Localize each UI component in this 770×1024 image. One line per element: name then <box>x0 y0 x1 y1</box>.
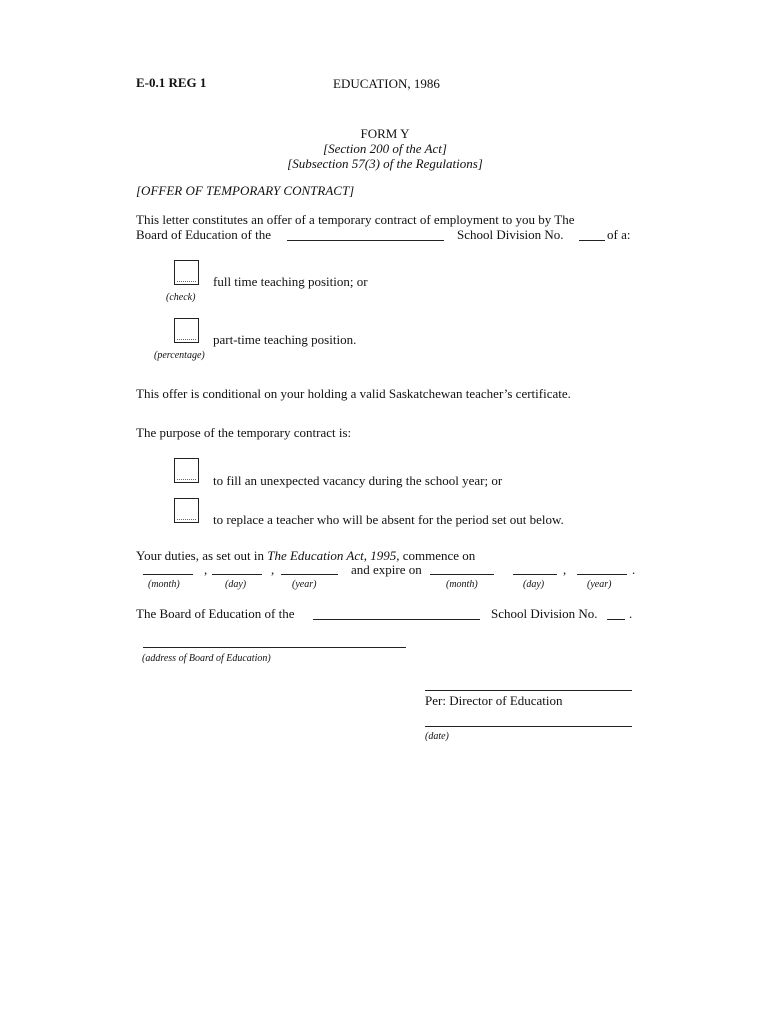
replace-teacher-checkbox[interactable] <box>174 498 199 523</box>
date-field[interactable] <box>425 726 632 727</box>
expire-month-field[interactable] <box>430 574 494 575</box>
check-note: (check) <box>166 292 196 303</box>
expire-day-field[interactable] <box>513 574 557 575</box>
expire-year-label: (year) <box>587 579 612 590</box>
period-2: . <box>629 606 633 621</box>
vacancy-label: to fill an unexpected vacancy during the school year; or <box>213 473 503 488</box>
duties-suffix: , commence on <box>396 548 476 563</box>
commence-day-label: (day) <box>225 579 247 590</box>
expire-year-field[interactable] <box>577 574 627 575</box>
board-line-name-field[interactable] <box>313 619 480 620</box>
condition-text: This offer is conditional on your holding a valid Saskatchewan teacher’s certificate. <box>136 386 571 401</box>
commence-year-field[interactable] <box>281 574 338 575</box>
director-label: Per: Director of Education <box>425 693 563 708</box>
full-time-checkbox[interactable] <box>174 260 199 285</box>
division-number-field[interactable] <box>579 240 605 241</box>
date-label: (date) <box>425 731 449 742</box>
commence-month-label: (month) <box>148 579 180 590</box>
vacancy-checkbox[interactable] <box>174 458 199 483</box>
full-time-label: full time teaching position; or <box>213 274 368 289</box>
commence-year-label: (year) <box>292 579 317 590</box>
part-time-label: part-time teaching position. <box>213 332 357 347</box>
intro-division-label: School Division No. <box>457 227 564 242</box>
commence-day-field[interactable] <box>212 574 262 575</box>
comma-3: , <box>563 562 567 577</box>
board-name-field[interactable] <box>287 240 444 241</box>
duties-line <box>136 548 475 564</box>
doc-subject: EDUCATION, 1986 <box>333 76 440 91</box>
percentage-note: (percentage) <box>154 350 205 361</box>
act-reference: [Section 200 of the Act] <box>323 141 447 156</box>
part-time-checkbox[interactable] <box>174 318 199 343</box>
comma-1: , <box>204 562 208 577</box>
expire-day-label: (day) <box>523 579 545 590</box>
intro-of-a: of a: <box>607 227 631 242</box>
regulation-reference: [Subsection 57(3) of the Regulations] <box>287 156 483 171</box>
purpose-intro: The purpose of the temporary contract is: <box>136 425 352 440</box>
doc-code: E-0.1 REG 1 <box>136 75 207 90</box>
duties-prefix: Your duties, as set out in <box>136 548 264 563</box>
commence-month-field[interactable] <box>143 574 193 575</box>
expire-month-label: (month) <box>446 579 478 590</box>
address-field[interactable] <box>143 647 406 648</box>
expire-label: and expire on <box>351 562 422 577</box>
board-line-division-field[interactable] <box>607 619 625 620</box>
replace-teacher-label: to replace a teacher who will be absent for the period set out below. <box>213 512 564 527</box>
intro-board-label: Board of Education of the <box>136 227 272 242</box>
period-1: . <box>632 562 636 577</box>
board-line-label: The Board of Education of the <box>136 606 295 621</box>
form-title: FORM Y <box>360 126 410 141</box>
comma-2: , <box>271 562 275 577</box>
form-heading: [OFFER OF TEMPORARY CONTRACT] <box>136 183 355 198</box>
board-line-division-label: School Division No. <box>491 606 598 621</box>
intro-line-1: This letter constitutes an offer of a temporary contract of employment to you by The <box>136 212 575 227</box>
address-label: (address of Board of Education) <box>142 653 271 664</box>
education-act-title: The Education Act, 1995 <box>267 548 397 563</box>
signature-field[interactable] <box>425 690 632 691</box>
